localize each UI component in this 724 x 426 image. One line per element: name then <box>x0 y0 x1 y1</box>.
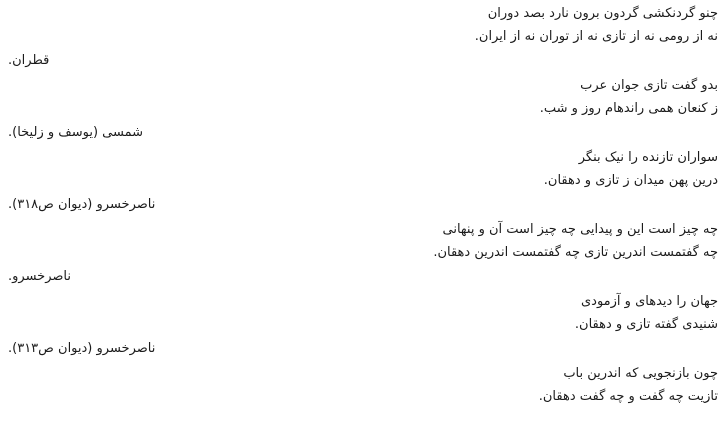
verse-block <box>0 218 724 264</box>
verse-block <box>0 362 724 408</box>
verse-line: چون بازنجویی که اندرین باب <box>563 366 718 381</box>
citation-entry <box>0 74 724 144</box>
verse-block <box>0 74 724 120</box>
attribution: شمسی (یوسف و زلیخا). <box>8 125 143 140</box>
citation-entry <box>0 290 724 360</box>
verse-line: چه گفتمست اندرین تازی چه گفتمست اندرین دهقان. <box>433 245 718 260</box>
verse-line: ز کنعان همی راندهام روز و شب. <box>539 101 718 116</box>
verse-block <box>0 290 724 336</box>
verse-line: شنیدی گفته تازی و دهقان. <box>574 317 718 332</box>
citation-entry <box>0 2 724 72</box>
citation-entry <box>0 362 724 408</box>
citation-entry <box>0 218 724 288</box>
verse-block <box>0 2 724 48</box>
verse-line: درین پهن میدان ز تازی و دهقان. <box>543 173 718 188</box>
attribution: قطران. <box>8 53 50 68</box>
verse-block <box>0 146 724 192</box>
verse-line: چنو گردنکشی گردون برون نارد بصد دوران <box>487 6 718 21</box>
verse-line: تازیت چه گفت و چه گفت دهقان. <box>538 389 718 404</box>
verse-line: سواران تازنده را نیک بنگر <box>578 150 718 165</box>
verse-line: بدو گفت تازی جوان عرب <box>580 78 718 93</box>
attribution: ناصرخسرو. <box>8 269 72 284</box>
verse-line: جهان را دیدهای و آزمودی <box>581 294 718 309</box>
verse-line: نه از رومی نه از تازی نه از توران نه از ایران. <box>474 29 718 44</box>
verse-line: چه چیز است این و پیدایی چه چیز است آن و پنهانی <box>442 222 718 237</box>
attribution: ناصرخسرو (دیوان ص۳۱۸). <box>8 197 156 212</box>
attribution: ناصرخسرو (دیوان ص۳۱۳). <box>8 341 156 356</box>
citation-entry <box>0 146 724 216</box>
